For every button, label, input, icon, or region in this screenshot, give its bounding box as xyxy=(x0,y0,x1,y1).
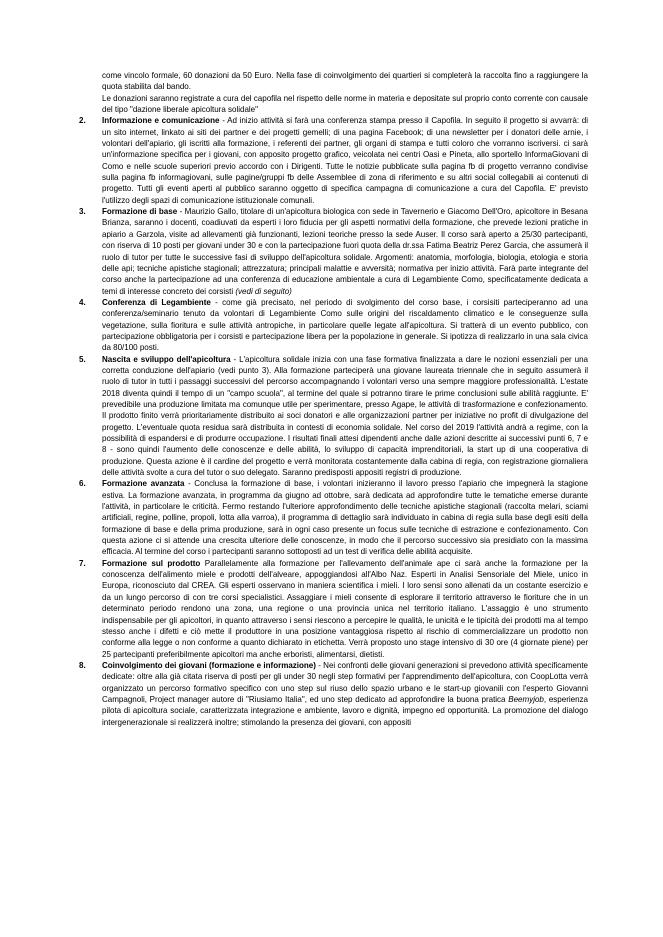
list-item-lead: Informazione e comunicazione xyxy=(102,116,220,126)
list-item-separator: - xyxy=(210,297,223,307)
list-item-5 xyxy=(76,354,588,479)
list-item-number: 6. xyxy=(79,479,86,489)
list-item-paragraph xyxy=(102,297,588,354)
list-item-paragraph xyxy=(102,354,588,479)
intro-paragraph-2: Le donazioni saranno registrate a cura del capofila nel rispetto delle norme in materia e depositate sul proprio conto corrente con causale del tipo "dazione liberale apicoltura solidale" xyxy=(102,93,588,115)
list-item-paragraph xyxy=(102,115,588,206)
list-item-body-after-italic: , esperienza pilota di apicoltura sociale, caratterizzata integrazione e ambiente, lavoro e dignità, impegno ed opportunità. La promozione del dialogo intergenerazionale si realizzerà inoltre; stimolando la presenza dei giovani, con appositi xyxy=(102,694,588,727)
list-item-paragraph xyxy=(102,206,588,297)
document-body xyxy=(76,70,588,728)
list-item-body: Parallelamente alla formazione per l'allevamento dell'animale ape ci sarà anche la formazione per la conoscenza dell'alimento miele e prodotti dell'alveare, appoggiandosi all'Albo Naz. Esperti in Analisi Sensoriale del Miele, unico in Europa, riconosciuto dal CREA. Gli esperti osservano in maniera scientifica i mieli. I loro sensi sono allenati da un costante esercizio e da un lungo percorso di con tre corsi specialistici. Assaggiare i mieli consente di esplorare il territorio attraverso le fioriture che in un determinato periodo rendono una zona, una regione o una provincia unica nel territorio italiano. L'assaggio è uno strumento indispensabile per gli apicoltori, in quanto attraverso i sensi riescono a percepire le qualità, le unicità e le tipicità dei prodotti ma al tempo stesso anche i difetti e ciò mette il produttore in una posizione vantaggiosa rispetto al rischio di commercializzare un prodotto non conforme alla legge o non conforme a quanto dichiarato in etichetta. Verrà proposto uno stage intensivo di 30 ore (4 giornate piene) per 25 partecipanti preferibilmente apicoltori ma anche erboristi, alimentarsi, dietisti. xyxy=(102,558,589,659)
numbered-item-list xyxy=(76,115,588,728)
list-item-paragraph xyxy=(102,660,588,728)
list-item-lead: Coinvolgimento dei giovani (formazione e informazione) xyxy=(102,660,316,670)
list-item-separator: - xyxy=(230,354,240,364)
list-item-paragraph xyxy=(102,478,588,557)
list-item-number: 4. xyxy=(79,297,86,307)
list-item-lead: Conferenza di Legambiente xyxy=(102,297,211,307)
list-item-6 xyxy=(76,478,588,557)
list-item-body: Nei confronti delle giovani generazioni si prevedono attività specificamente dedicate: oltre alla già citata riserva di posti per gli under 30 negli step formativi per l'apprendimento dell'apicoltura, con CoopLotta verrà organizzato un percorso formativo specifico con uno step sul riuso dello spazio urbano e le start-up giovanili con l'esperto Giovanni Campagnoli, Project manager autore di "Riusiamo Italia", ed uno step dedicato ad approfondire la buona pratica xyxy=(102,660,588,704)
list-item-number: 8. xyxy=(79,660,86,670)
list-item-body-italic: (vedi di seguito) xyxy=(235,286,292,296)
list-item-body: L'apicoltura solidale inizia con una fase formativa finalizzata a dare le nozioni essenziali per una corretta conduzione dell'apiario (vedi punto 3). Alla formazione parteciperà una giovane laureata triennale che in seguito assumerà il ruolo di tutor in tutti i passaggi successivi del percorso accompagnando i volontari verso una sempre maggiore professionalità. L'estate 2018 diventa quindi il tempo di un "campo scuola", al termine del quale si potranno tirare le prime conclusioni sulle abilità raggiunte. E' prevedibile una produzione limitata ma comunque utile per sperimentare, presso Agape, le attività di trasformazione e confezionamento. Il prodotto finito verrà prioritariamente distribuito ai soci donatori e alle organizzazioni partner per iniziative no profit di divulgazione del progetto. L'eventuale quota residua sarà distribuita in contesti di economia solidale. Nel corso del 2019 l'attività andrà a regime, con la possibilità di espandersi e di produrre occupazione. I risultati finali attesi dipendenti anche dalle azioni descritte ai successivi punti 6, 7 e 8 - sono quindi l'aumento delle conoscenze e delle abilità, lo sviluppo di capacità imprenditoriali, la start up di una cooperativa di produzione. Questa azione è il cardine del progetto e verrà monitorata costantemente dalla cabina di regia, con registrazione giornaliera delle attività svolte a cura del tutor o suo delegato. Saranno predisposti appositi registri di produzione. xyxy=(102,354,588,478)
list-item-separator: - xyxy=(177,207,185,217)
list-item-lead: Nascita e sviluppo dell'apicoltura xyxy=(102,354,231,364)
list-item-7 xyxy=(76,558,588,660)
list-item-2 xyxy=(76,115,588,206)
list-item-body-italic-inline: Beemyjob xyxy=(508,694,544,704)
list-item-lead: Formazione di base xyxy=(102,207,178,217)
list-item-separator: - xyxy=(184,479,195,489)
list-item-separator: - xyxy=(219,116,228,126)
list-item-body: Maurizio Gallo, titolare di un'apicoltura biologica con sede in Tavernerio e Giacomo Dell'Oro, apicoltore in Besana Brianza, saranno i docenti, coadiuvati da esperti i loro fiducia per gli aspetti normativi della formazione, che prevede lezioni pratiche in apiario a Garzola, visite ad allevamenti già funzionanti, lezioni teoriche presso la sede Auser. Il corso sarà aperto a 25/30 partecipanti, con riserva di 10 posti per giovani under 30 e con la partecipazione fuori quota della dr.ssa Fatima Beatriz Perez Garcia, che assumerà il ruolo di tutor per tutte le successive fasi di sviluppo dell'apicoltura solidale. Argomenti: anatomia, morfologia, biologia, etologia e storia delle api; tecniche apistiche stagionali; attrezzatura; principali malattie e avversità; normativa per inizio attività. Farà parte integrante del corso anche la partecipazione ad una conferenza di educazione ambientale a cura di Legambiente Como, specificatamente dedicata a temi di interesse concreto dei corsisti xyxy=(102,207,589,296)
list-item-body: Conclusa la formazione di base, i volontari inizieranno il lavoro presso l'apiario che impegnerà la stagione estiva. La formazione avanzata, in programma da giugno ad ottobre, sarà dedicata ad approfondire tutte le tematiche emerse durante l'attività, in particolare le criticità. Fermo restando l'ulteriore approfondimento delle tecniche apistiche stagionali (raccolta melari, sciami artificiali, regine, polline, propoli, lotta alla varroa), il programma di dettaglio sarà individuato in cabina di regia sulla base degli esiti della formazione di base e della prima produzione, sarà in ogni caso presente un focus sulle tecniche di estrazione e confezionamento. Con questa azione ci si attende una crescita ulteriore delle conoscenze, in modo che il percorso successivo sia presidiato con la massima efficacia. Al termine del corso i partecipanti saranno sottoposti ad un test di verifica delle abilità acquisite. xyxy=(102,479,588,557)
list-item-8 xyxy=(76,660,588,728)
list-item-number: 2. xyxy=(79,116,86,126)
list-item-4 xyxy=(76,297,588,354)
list-item-separator: - xyxy=(315,660,324,670)
list-item-3 xyxy=(76,206,588,297)
list-item-number: 3. xyxy=(79,207,86,217)
intro-paragraph-1: come vincolo formale, 60 donazioni da 50 Euro. Nella fase di coinvolgimento dei quartieri si completerà la raccolta fino a raggiungere la quota stabilita dal bando. xyxy=(102,71,588,92)
list-item-lead: Formazione sul prodotto xyxy=(102,558,201,568)
list-item-number: 7. xyxy=(79,558,86,568)
list-item-body: Ad inizio attività si farà una conferenza stampa presso il Capofila. In seguito il progetto si avvarrà: di un sito internet, linkato ai siti dei partner e dei progetti gemelli; di una pagina Facebook; di una newsletter per i donatori delle arnie, i volontari dell'apiario, gli iscritti alla formazione, i referenti dei partner, gli organi di stampa e tutti coloro che vorranno iscriversi. ci sarà un'informazione specifica per i giovani, con apposito progetto grafico, veicolata nei centri Oasi e Pineta, allo sportello InformaGiovani di Como e nelle scuole superiori previo accordo con i Dirigenti. Tutte le notizie pubblicate sulla pagina fb di progetto verranno condivise sulla pagina fb informagiovani, sulle pagine/gruppi fb delle Assemblee di zona di riferimento e su altri social collegabili ai contenuti di progetto. Tutti gli eventi aperti al pubblico saranno oggetto di specifica campagna di comunicazione a cura del Capofila. E' previsto l'utilizzo degli spazi di comunicazione istituzionale comunali. xyxy=(102,116,588,205)
list-item-lead: Formazione avanzata xyxy=(102,479,185,489)
list-item-body: come già precisato, nel periodo di svolgimento del corso base, i corsisiti parteciperanno ad una conferenza/seminario tenuto da volontari di Legambiente Como sulle origini del riscaldamento climatico e le conseguenze sulla vegetazione, sulla fioritura e sulle attività antropiche, in particolare quelle legate all'apicoltura. Si tratterà di un evento pubblico, con partecipazione obbligatoria per i corsisti e partecipazione libera per la popolazione in generale. Si ipotizza di realizzarlo in una sala civica da 80/100 posti. xyxy=(102,297,588,353)
list-item-number: 5. xyxy=(79,354,86,364)
list-item-paragraph xyxy=(102,558,588,660)
